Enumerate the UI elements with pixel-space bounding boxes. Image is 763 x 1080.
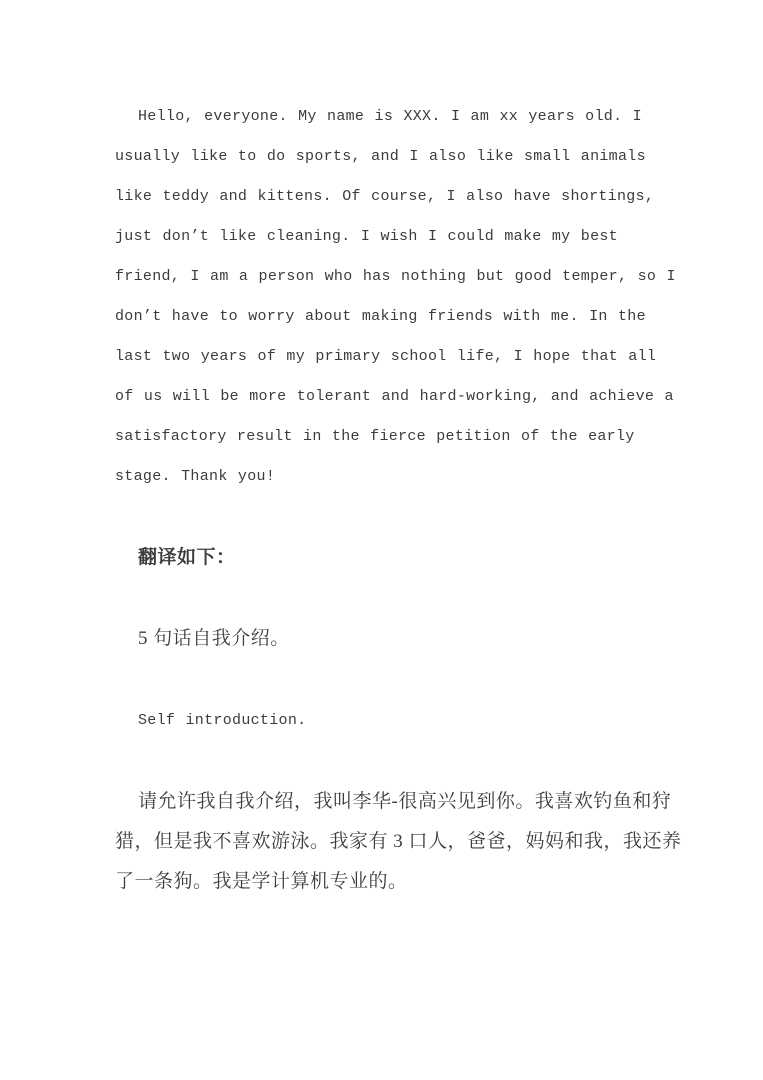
text-line: usually like to do sports, and I also like small animals bbox=[115, 148, 646, 165]
chinese-paragraph bbox=[115, 782, 693, 902]
text-line: 了一条狗。我是学计算机专业的。 bbox=[115, 871, 408, 892]
translation-heading bbox=[115, 538, 693, 578]
text-line: 猎，但是我不喜欢游泳。我家有 3 口人，爸爸，妈妈和我，我还养 bbox=[115, 831, 682, 852]
text-line: satisfactory result in the fierce petition of the early bbox=[115, 428, 635, 445]
text-line: friend, I am a person who has nothing but good temper, so I bbox=[115, 268, 676, 285]
text-line: 请允许我自我介绍，我叫李华-很高兴见到你。我喜欢钓鱼和狩 bbox=[138, 791, 672, 812]
text-line: don’t have to worry about making friends with me. In the bbox=[115, 308, 646, 325]
text-line: 翻译如下： bbox=[138, 547, 236, 568]
text-line: like teddy and kittens. Of course, I also have shortings, bbox=[115, 188, 655, 205]
text-line: Hello, everyone. My name is XXX. I am xx years old. I bbox=[138, 108, 642, 125]
text-line: of us will be more tolerant and hard-working, and achieve a bbox=[115, 388, 674, 405]
english-subtitle bbox=[115, 701, 693, 741]
text-line: 5 句话自我介绍。 bbox=[138, 628, 290, 649]
text-line: stage. Thank you! bbox=[115, 468, 276, 485]
text-line: Self introduction. bbox=[138, 712, 307, 729]
text-line: just don’t like cleaning. I wish I could make my best bbox=[115, 228, 618, 245]
english-intro-paragraph bbox=[115, 97, 693, 497]
chinese-subtitle bbox=[115, 619, 693, 659]
text-line: last two years of my primary school life, I hope that all bbox=[115, 348, 657, 365]
